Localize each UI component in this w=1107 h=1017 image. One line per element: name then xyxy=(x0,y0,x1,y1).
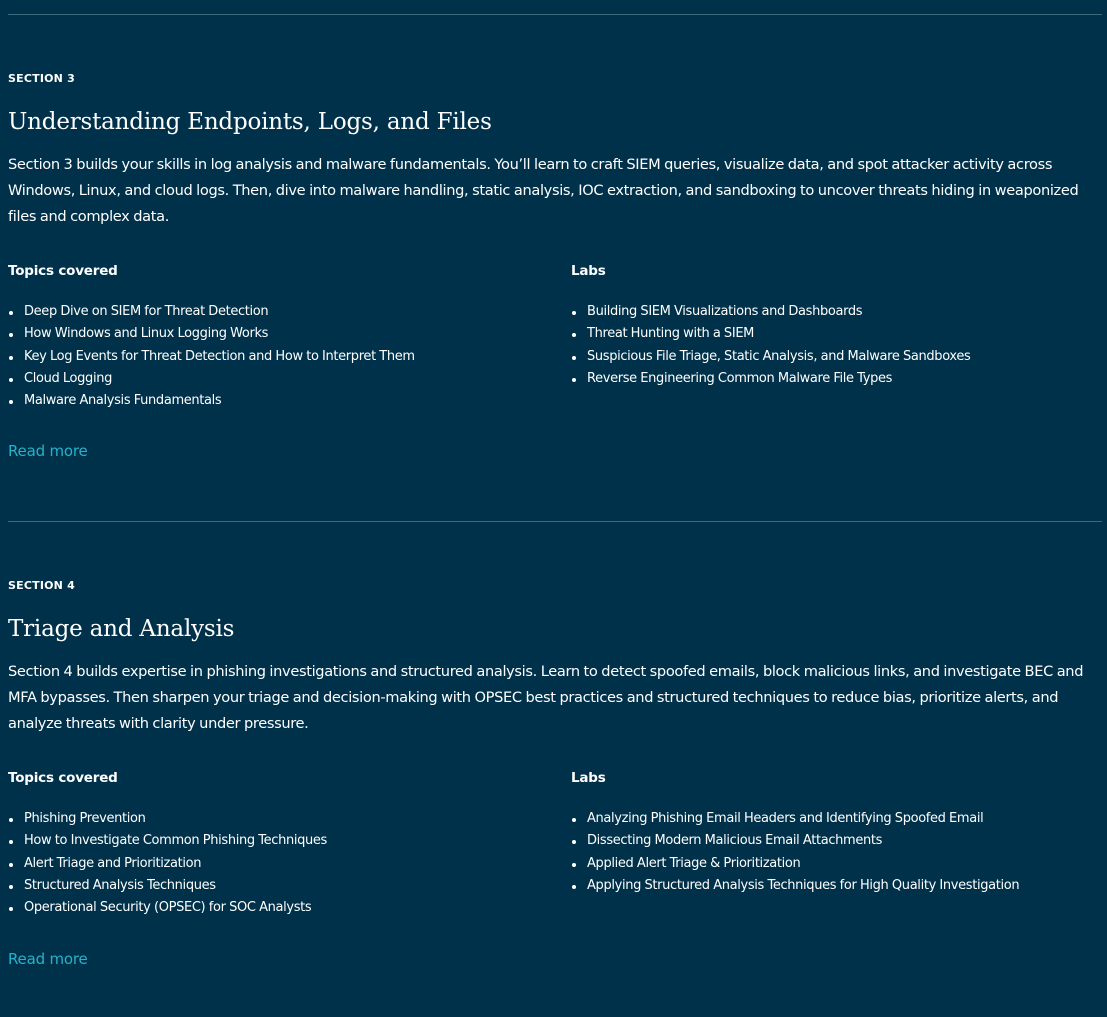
bullet-icon xyxy=(572,378,576,382)
bullet-icon xyxy=(572,311,576,315)
topic-label: How Windows and Linux Logging Works xyxy=(24,326,269,342)
list-item xyxy=(571,346,1101,368)
list-item xyxy=(571,323,1101,345)
section-divider-top xyxy=(8,14,1102,15)
bullet-icon xyxy=(9,356,13,360)
bullet-icon xyxy=(572,333,576,337)
topic-label: Deep Dive on SIEM for Threat Detection xyxy=(24,304,269,319)
list-item xyxy=(8,346,568,368)
bullet-icon xyxy=(572,840,576,844)
topic-label: Operational Security (OPSEC) for SOC Analysts xyxy=(24,900,312,916)
section-eyebrow: SECTION 3 xyxy=(8,72,75,85)
section-description: Section 3 builds your skills in log analysis and malware fundamentals. You’ll learn to craft SIEM queries, visualize data, and spot attacker activity across Windows, Linux, and cloud logs. Then, dive into malware handling, static analysis, IOC extraction, and sandboxing to uncover threats hiding in weaponized files and complex data. xyxy=(8,156,1079,225)
bullet-icon xyxy=(572,863,576,867)
bullet-icon xyxy=(9,863,13,867)
section-columns xyxy=(8,769,1102,929)
bullet-icon xyxy=(572,818,576,822)
lab-label: Reverse Engineering Common Malware File Types xyxy=(587,370,893,386)
list-item xyxy=(8,853,568,875)
bullet-icon xyxy=(572,885,576,889)
list-item xyxy=(8,301,568,323)
list-item xyxy=(571,853,1101,875)
list-item xyxy=(571,875,1101,897)
topics-list xyxy=(8,301,568,412)
bullet-icon xyxy=(9,400,13,404)
topic-label: Phishing Prevention xyxy=(24,811,146,826)
bullet-icon xyxy=(9,311,13,315)
list-item xyxy=(571,301,1101,323)
labs-column xyxy=(571,262,1101,390)
lab-label: Dissecting Modern Malicious Email Attachments xyxy=(587,833,883,849)
topic-label: Malware Analysis Fundamentals xyxy=(24,393,222,409)
lab-label: Analyzing Phishing Email Headers and Identifying Spoofed Email xyxy=(587,811,984,826)
list-item xyxy=(8,390,568,412)
labs-list xyxy=(571,808,1101,897)
topics-column xyxy=(8,769,568,919)
section-3 xyxy=(8,72,1102,422)
section-title: Understanding Endpoints, Logs, and Files xyxy=(8,109,492,135)
bullet-icon xyxy=(9,333,13,337)
topics-column xyxy=(8,262,568,412)
lab-label: Applying Structured Analysis Techniques for High Quality Investigation xyxy=(587,877,1020,893)
bullet-icon xyxy=(9,840,13,844)
list-item xyxy=(8,897,568,919)
section-4 xyxy=(8,579,1102,929)
labs-list xyxy=(571,301,1101,390)
labs-column xyxy=(571,769,1101,897)
read-more-link[interactable]: Read more xyxy=(8,442,88,460)
topic-label: Alert Triage and Prioritization xyxy=(24,855,202,871)
bullet-icon xyxy=(572,356,576,360)
topic-label: Cloud Logging xyxy=(24,370,112,386)
section-columns xyxy=(8,262,1102,422)
lab-label: Threat Hunting with a SIEM xyxy=(587,326,755,342)
list-item xyxy=(571,830,1101,852)
list-item xyxy=(8,323,568,345)
topic-label: Structured Analysis Techniques xyxy=(24,877,216,893)
section-eyebrow: SECTION 4 xyxy=(8,579,75,592)
bullet-icon xyxy=(9,378,13,382)
list-item xyxy=(8,808,568,830)
bullet-icon xyxy=(9,885,13,889)
topics-list xyxy=(8,808,568,919)
lab-label: Applied Alert Triage & Prioritization xyxy=(587,855,801,871)
bullet-icon xyxy=(9,907,13,911)
list-item xyxy=(571,368,1101,390)
topics-heading: Topics covered xyxy=(8,770,118,786)
labs-heading: Labs xyxy=(571,770,606,786)
topic-label: How to Investigate Common Phishing Techniques xyxy=(24,833,327,849)
read-more-link[interactable]: Read more xyxy=(8,950,88,968)
list-item xyxy=(571,808,1101,830)
section-divider xyxy=(8,521,1102,522)
topic-label: Key Log Events for Threat Detection and How to Interpret Them xyxy=(24,348,415,364)
list-item xyxy=(8,368,568,390)
bullet-icon xyxy=(9,818,13,822)
section-description: Section 4 builds expertise in phishing investigations and structured analysis. Learn to detect spoofed emails, block malicious links, and investigate BEC and MFA bypasses. Then sharpen your triage and decision-making with OPSEC best practices and structured techniques to reduce bias, prioritize alerts, and analyze threats with clarity under pressure. xyxy=(8,663,1084,732)
topics-heading: Topics covered xyxy=(8,263,118,279)
lab-label: Suspicious File Triage, Static Analysis, and Malware Sandboxes xyxy=(587,348,971,364)
list-item xyxy=(8,830,568,852)
lab-label: Building SIEM Visualizations and Dashboards xyxy=(587,304,863,319)
section-title: Triage and Analysis xyxy=(8,616,235,642)
list-item xyxy=(8,875,568,897)
labs-heading: Labs xyxy=(571,263,606,279)
